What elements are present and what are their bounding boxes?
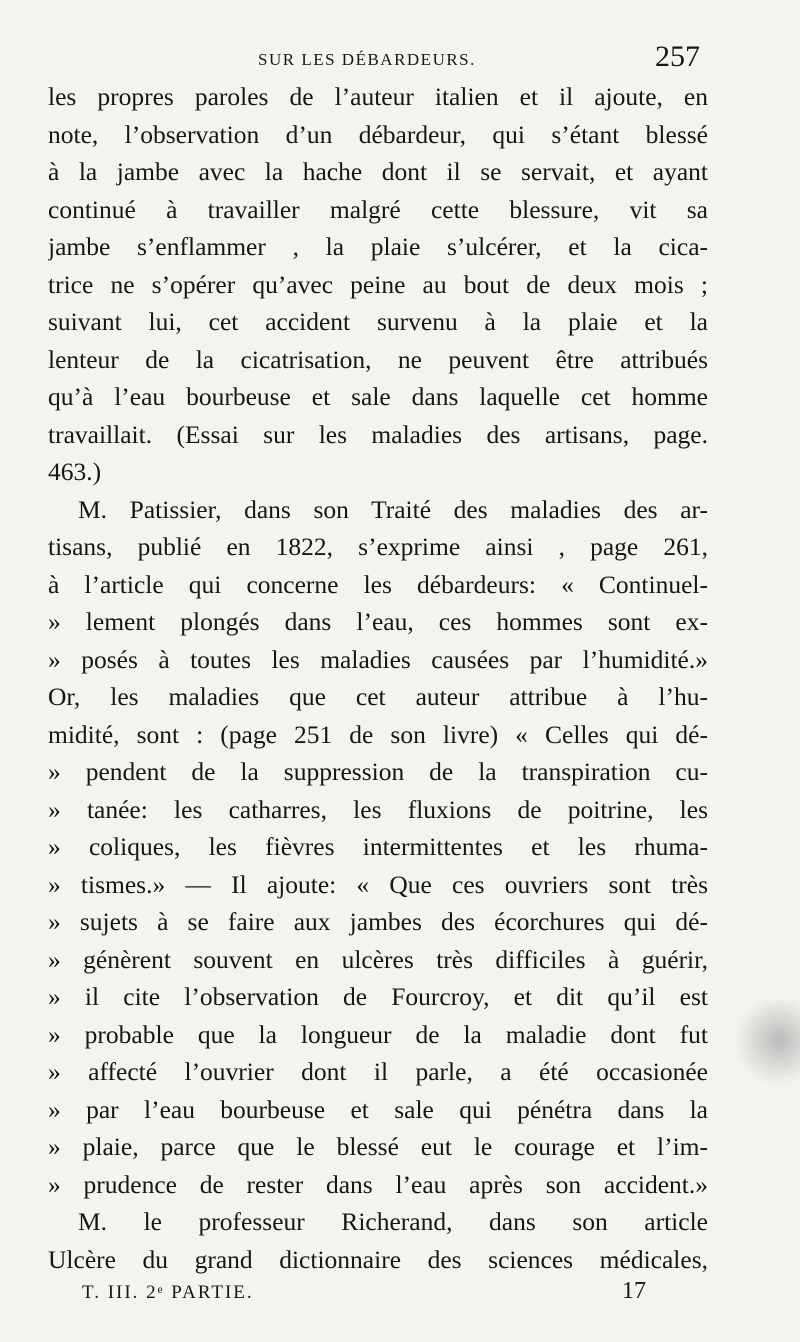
signature-mark: T. III. 2ᵉ PARTIE. — [82, 1282, 254, 1303]
text-line: » tismes.» — Il ajoute: « Que ces ouvriers sont très — [48, 869, 708, 899]
text-line: tisans, publié en 1822, s’exprime ainsi , page 261, — [48, 532, 708, 561]
text-line: » par l’eau bourbeuse et sale qui pénétra dans la — [48, 1094, 708, 1124]
text-line: » posés à toutes les maladies causées par l’humidité.» — [48, 644, 708, 674]
paper-stain — [730, 1000, 800, 1090]
text-line: M. le professeur Richerand, dans son article — [78, 1207, 708, 1236]
text-line: » lement plongés dans l’eau, ces hommes sont ex- — [48, 607, 708, 636]
text-line: note, l’observation d’un débardeur, qui s’étant blessé — [48, 119, 708, 149]
text-line: midité, sont : (page 251 de son livre) « Celles qui dé- — [48, 719, 708, 749]
text-line: » il cite l’observation de Fourcroy, et dit qu’il est — [48, 982, 708, 1011]
running-title: SUR LES DÉBARDEURS. — [258, 50, 476, 69]
text-line: continué à travailler malgré cette blessure, vit sa — [48, 194, 708, 224]
sheet-number: 17 — [622, 1278, 646, 1304]
text-line: jambe s’enflammer , la plaie s’ulcérer, et la cica- — [48, 232, 708, 261]
text-line: les propres paroles de l’auteur italien et il ajoute, en — [48, 82, 708, 111]
text-line: suivant lui, cet accident survenu à la plaie et la — [48, 307, 708, 336]
page-number: 257 — [655, 40, 700, 73]
text-line: à la jambe avec la hache dont il se servait, et ayant — [48, 157, 708, 186]
text-line: » affecté l’ouvrier dont il parle, a été occasionée — [48, 1057, 708, 1086]
text-line: trice ne s’opérer qu’avec peine au bout de deux mois ; — [48, 269, 708, 299]
body-text — [48, 78, 708, 1278]
text-line: » coliques, les fièvres intermittentes et les rhuma- — [48, 832, 708, 861]
text-line: » plaie, parce que le blessé eut le courage et l’im- — [48, 1132, 708, 1161]
text-line: » sujets à se faire aux jambes des écorchures qui dé- — [48, 907, 708, 936]
text-line: à l’article qui concerne les débardeurs: « Continuel- — [48, 569, 708, 599]
text-line: » génèrent souvent en ulcères très difficiles à guérir, — [48, 944, 708, 974]
text-line: Ulcère du grand dictionnaire des sciences médicales, — [48, 1244, 708, 1274]
text-line: lenteur de la cicatrisation, ne peuvent être attribués — [48, 344, 708, 374]
text-line: M. Patissier, dans son Traité des maladies des ar- — [78, 494, 708, 524]
text-line: » tanée: les catharres, les fluxions de poitrine, les — [48, 794, 708, 824]
text-line: qu’à l’eau bourbeuse et sale dans laquelle cet homme — [48, 382, 708, 411]
text-line: » probable que la longueur de la maladie dont fut — [48, 1019, 708, 1049]
text-line: » pendent de la suppression de la transpiration cu- — [48, 757, 708, 786]
text-line: travaillait. (Essai sur les maladies des artisans, page. — [48, 419, 708, 449]
page-footer — [0, 1278, 800, 1322]
text-line: » prudence de rester dans l’eau après son accident.» — [48, 1169, 708, 1199]
text-line: 463.) — [48, 457, 102, 486]
text-line: Or, les maladies que cet auteur attribue à l’hu- — [48, 682, 708, 711]
